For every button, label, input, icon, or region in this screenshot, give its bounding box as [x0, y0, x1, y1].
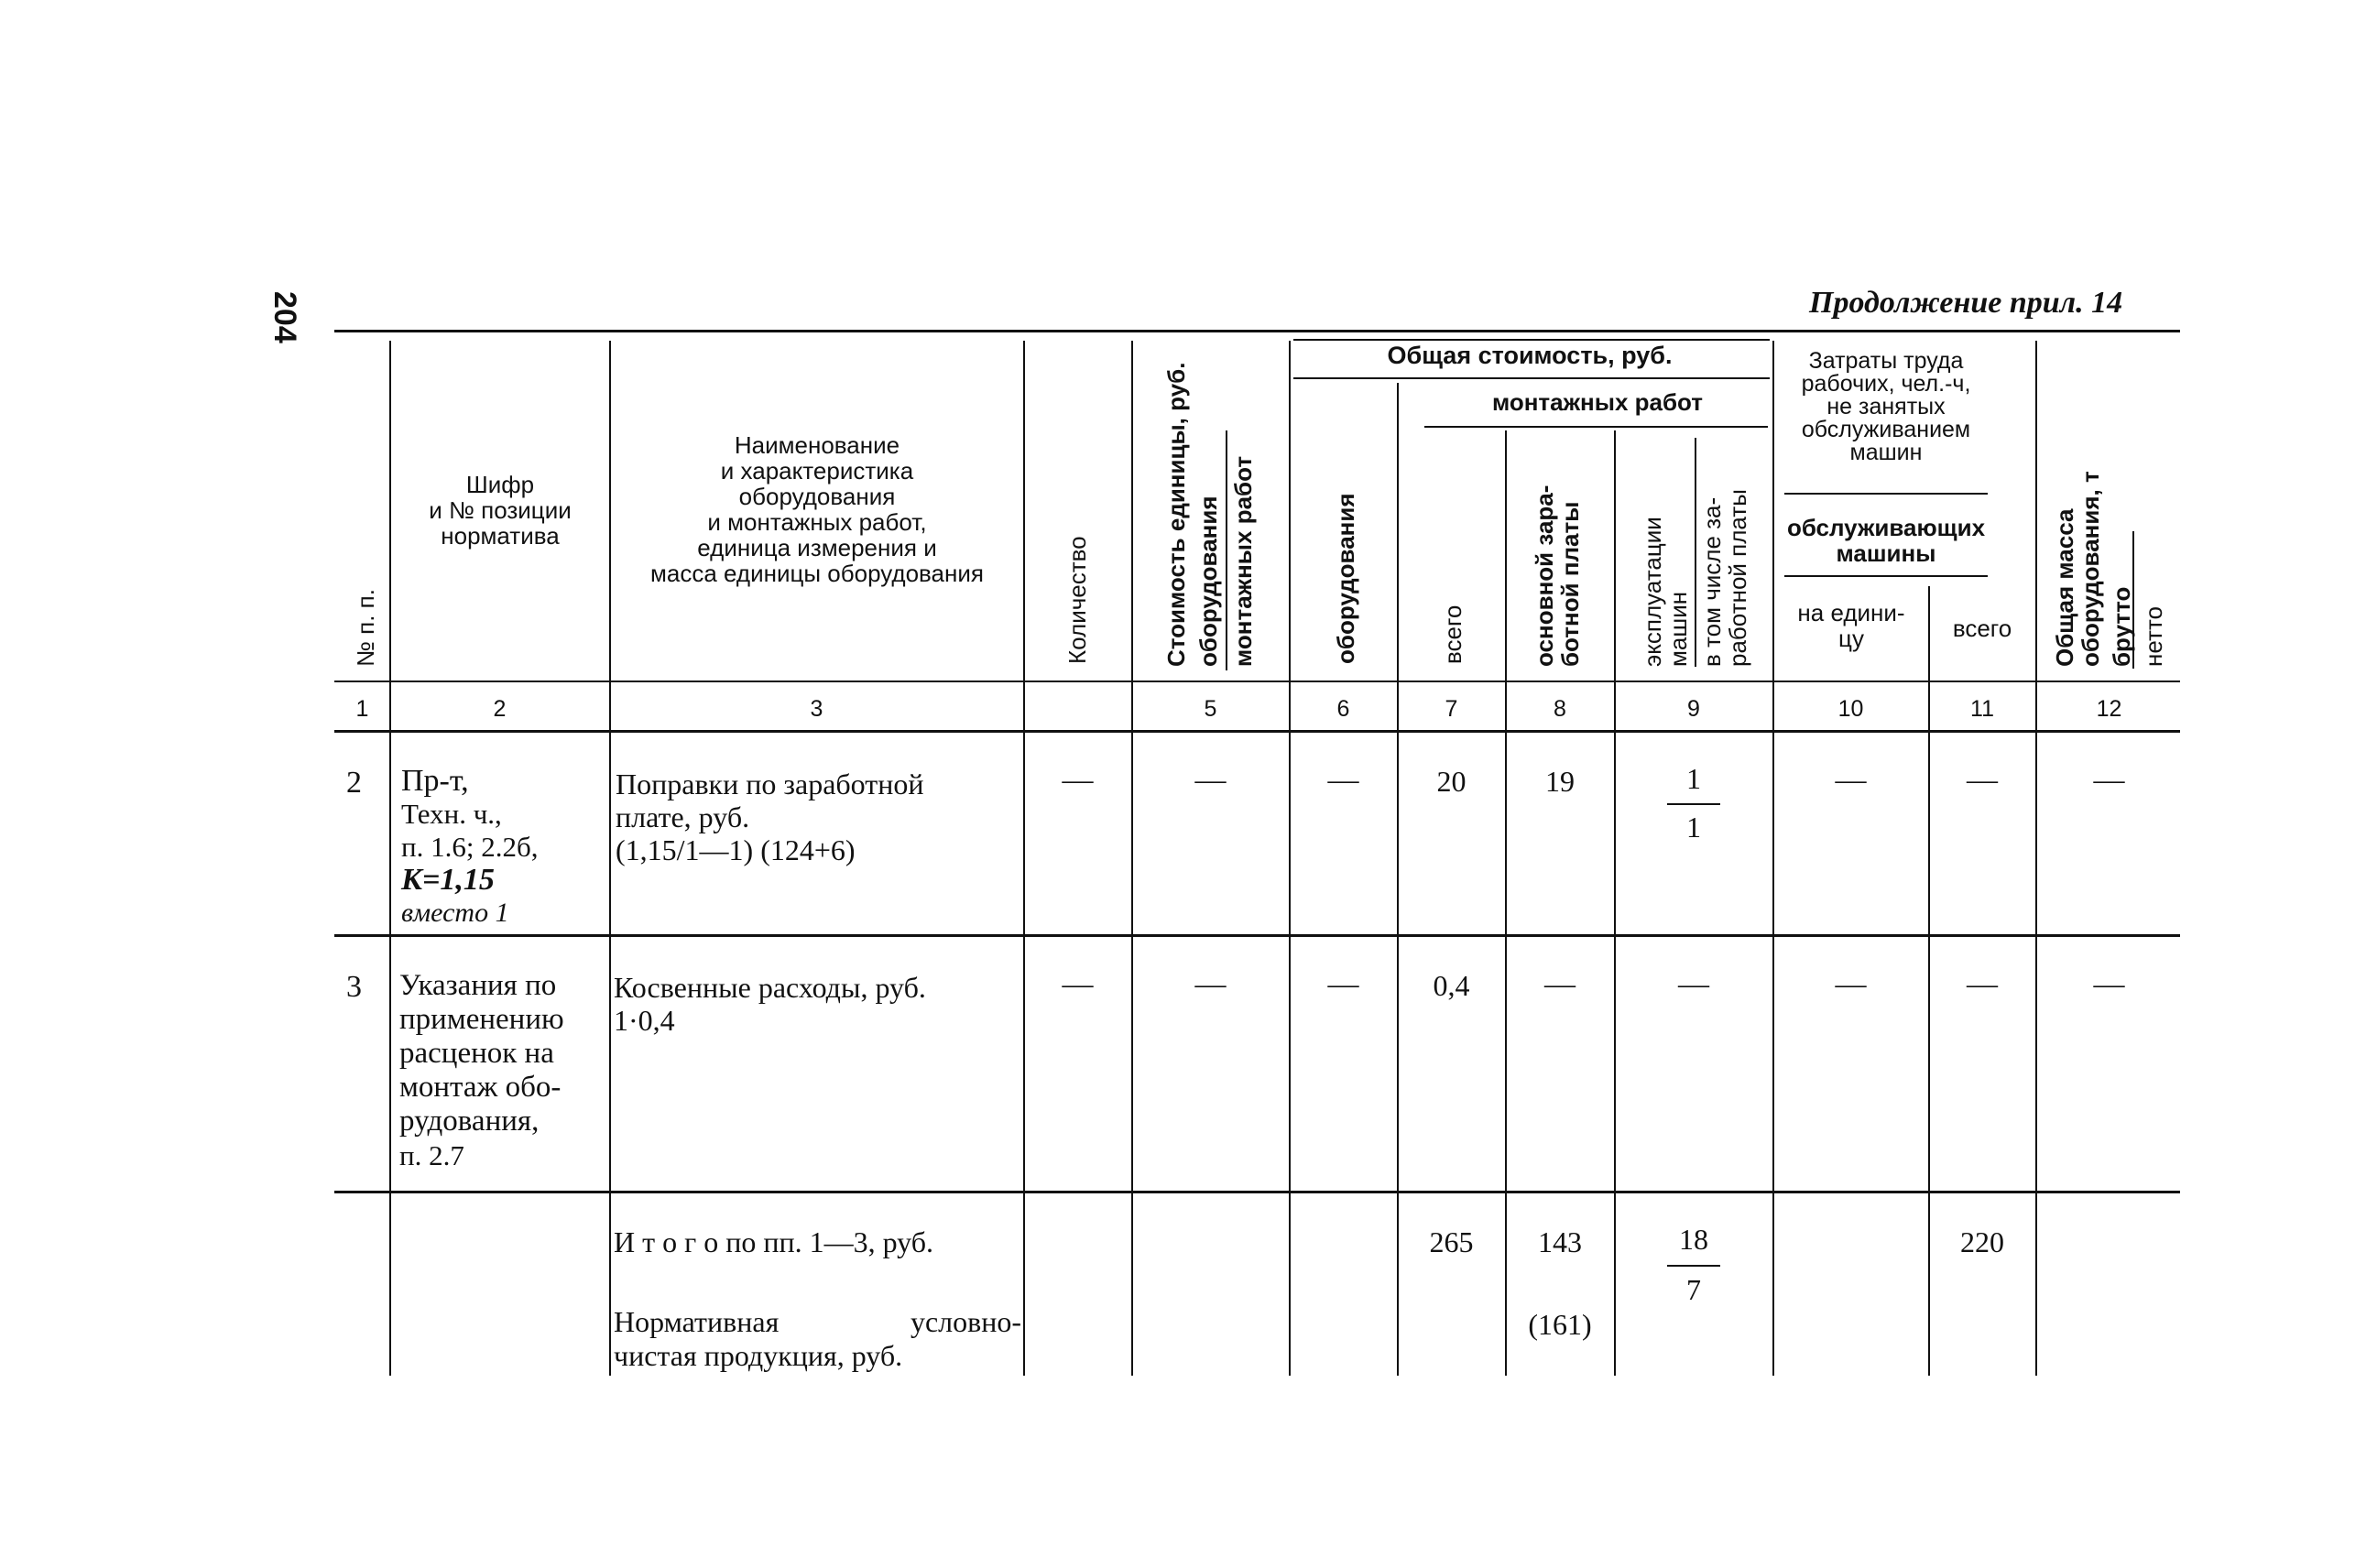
- totals-machine-top: 18: [1679, 1223, 1708, 1256]
- vline-5: [1289, 341, 1291, 1376]
- continuation-title: Продолжение прил. 14: [1809, 286, 2123, 320]
- top-rule-right: [1777, 330, 2180, 332]
- unit-cost: —: [1194, 763, 1227, 797]
- machine-cost-top: 1: [1686, 762, 1701, 795]
- colnum-8: 8: [1554, 696, 1566, 722]
- name-line: Косвенные расходы, руб.: [614, 971, 926, 1004]
- code-line: рудования,: [399, 1105, 540, 1138]
- code-line: п. 1.6; 2.2б,: [401, 831, 539, 863]
- page-number: 204: [267, 291, 302, 343]
- row-code: [401, 765, 538, 930]
- header-col12-title: Общая масса оборудования, т: [2051, 471, 2104, 667]
- code-line: К=1,15: [401, 863, 495, 897]
- equip-cost: —: [1327, 967, 1359, 1001]
- header-col12-sub2: нетто: [2140, 606, 2167, 667]
- vline-6: [1397, 383, 1399, 1376]
- header-col-num: № п. п.: [352, 589, 379, 667]
- colnum-5: 5: [1204, 696, 1217, 722]
- totals-labor-total: 220: [1960, 1225, 2004, 1258]
- equip-cost: —: [1327, 763, 1359, 797]
- header-col8: основной зара- ботной платы: [1531, 485, 1584, 667]
- row-code: [399, 969, 564, 1172]
- header-labor-sub: обслуживающих машины: [1786, 514, 1986, 567]
- colnum-1: 1: [355, 696, 369, 722]
- code-line: п. 2.7: [399, 1139, 464, 1171]
- name-line: 1·0,4: [614, 1004, 675, 1037]
- header-bottom-rule: [334, 681, 2180, 682]
- name-line: (1,15/1—1) (124+6): [616, 833, 856, 866]
- code-line: вместо 1: [401, 898, 509, 928]
- header-labor: Затраты труда рабочих, чел.-ч, не занятых обслуживанием машин: [1801, 348, 1971, 465]
- nucp-label-line2: чистая продукция, руб.: [614, 1339, 903, 1372]
- row-number: 2: [346, 766, 362, 800]
- code-line: Указания по: [399, 969, 557, 1002]
- colnum-12: 12: [2096, 696, 2122, 722]
- labor-total: —: [1967, 967, 1998, 1001]
- header-col10: на едини- цу: [1797, 599, 1905, 652]
- header-total-cost: Общая стоимость, руб.: [1387, 342, 1673, 369]
- code-line: Пр-т,: [401, 764, 469, 798]
- name-line: плате, руб.: [616, 800, 750, 833]
- header-col5-sub2: монтажных работ: [1229, 455, 1257, 667]
- qty: —: [1062, 763, 1094, 797]
- machine-cost-bottom: 1: [1686, 811, 1701, 844]
- totals-total: 265: [1429, 1225, 1474, 1258]
- vline-9-inner: [1695, 438, 1696, 667]
- qty: —: [1062, 967, 1094, 1001]
- labor-total: —: [1967, 763, 1998, 797]
- labor-sub-underline: [1784, 575, 1988, 577]
- totals-label: И т о г о по пп. 1—3, руб.: [614, 1225, 934, 1258]
- vline-2: [609, 341, 611, 1376]
- fraction-bar: [1667, 1265, 1720, 1267]
- labor-underline: [1784, 493, 1988, 495]
- colnum-10: 10: [1837, 696, 1864, 722]
- totals-machine-bottom: 7: [1686, 1273, 1701, 1306]
- vline-1: [389, 341, 391, 1376]
- header-col11: всего: [1952, 615, 2012, 642]
- row-name: [616, 768, 923, 866]
- vline-4: [1131, 341, 1133, 1376]
- header-col5-title: Стоимость единицы, руб.: [1162, 362, 1190, 667]
- row-name: [614, 971, 926, 1037]
- colnum-2: 2: [493, 696, 507, 722]
- nucp-label-line1: Нормативная условно-: [614, 1305, 1021, 1338]
- header-col6: оборудования: [1332, 493, 1359, 664]
- name-line: Поправки по заработной: [616, 768, 924, 800]
- header-col2: Шифр и № позиции норматива: [429, 471, 572, 550]
- mount-underline: [1424, 426, 1768, 428]
- total-cost-underline: [1293, 377, 1770, 379]
- code-line: монтаж обо-: [399, 1071, 562, 1104]
- vline-3: [1023, 341, 1025, 1376]
- mass: —: [2093, 967, 2125, 1001]
- salary-cost: —: [1544, 967, 1576, 1001]
- top-rule: [334, 330, 2001, 332]
- row3-bottom-rule: [334, 1191, 2180, 1193]
- fraction-bar: [1667, 803, 1720, 805]
- labor-per-unit: —: [1835, 967, 1867, 1001]
- total-cost: 20: [1436, 765, 1467, 798]
- header-col12-sub1: брутто: [2108, 586, 2135, 667]
- header-col5-sub1: оборудования: [1194, 495, 1222, 667]
- vline-8: [1614, 430, 1616, 1376]
- code-line: расценок на: [399, 1037, 554, 1070]
- nucp-value: (161): [1528, 1308, 1592, 1341]
- header-col7: всего: [1439, 604, 1467, 664]
- header-col3: Наименование и характеристика оборудования и монтажных работ, единица измерения и масса единицы оборудования: [650, 431, 984, 587]
- colnum-bottom-rule: [334, 730, 2180, 733]
- header-mount: монтажных работ: [1491, 388, 1704, 416]
- totals-salary: 143: [1538, 1225, 1582, 1258]
- header-col9-b: в том числе за- работной платы: [1698, 489, 1751, 667]
- header-col9-a: эксплуатации машин: [1639, 517, 1692, 667]
- vline-5-inner: [1226, 430, 1227, 670]
- colnum-9: 9: [1687, 696, 1700, 722]
- mass: —: [2093, 763, 2125, 797]
- colnum-11: 11: [1970, 696, 1994, 722]
- row-number: 3: [346, 970, 362, 1004]
- colnum-3: 3: [810, 696, 823, 722]
- vline-9: [1772, 341, 1774, 1376]
- salary-cost: 19: [1545, 765, 1575, 798]
- colnum-6: 6: [1336, 696, 1350, 722]
- labor-per-unit: —: [1835, 763, 1867, 797]
- unit-cost: —: [1194, 967, 1227, 1001]
- total-cost-rule: [1293, 339, 1770, 341]
- colnum-7: 7: [1445, 696, 1458, 722]
- code-line: применению: [399, 1003, 564, 1036]
- total-cost: 0,4: [1433, 969, 1470, 1002]
- vline-11: [2035, 341, 2037, 1376]
- vline-7: [1505, 430, 1507, 1376]
- header-col4: Количество: [1063, 536, 1091, 664]
- machine-cost: —: [1678, 967, 1709, 1001]
- code-line: Техн. ч.,: [401, 798, 502, 830]
- vline-10: [1928, 586, 1930, 1376]
- row2-bottom-rule: [334, 934, 2180, 937]
